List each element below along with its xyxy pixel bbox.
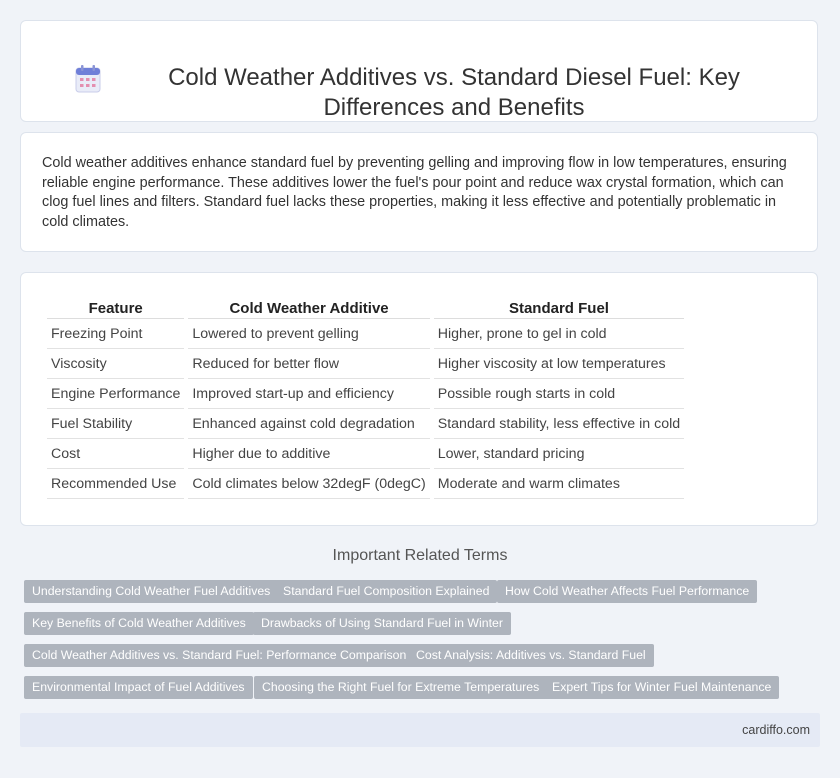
intro-card (20, 132, 818, 252)
comparison-card (20, 272, 818, 526)
table-cell: Reduced for better flow (188, 351, 429, 379)
footer-site-link[interactable]: cardiffo.com (742, 723, 810, 737)
table-cell: Freezing Point (47, 321, 184, 349)
related-tag[interactable]: Choosing the Right Fuel for Extreme Temperatures (254, 676, 547, 699)
table-cell: Improved start-up and efficiency (188, 381, 429, 409)
header-standard-fuel: Standard Fuel (434, 297, 684, 319)
table-cell: Lowered to prevent gelling (188, 321, 429, 349)
table-cell: Moderate and warm climates (434, 471, 684, 499)
related-tag[interactable]: Standard Fuel Composition Explained (275, 580, 497, 603)
related-tag[interactable]: Cold Weather Additives vs. Standard Fuel: Performance Comparison (24, 644, 414, 667)
related-tag[interactable]: Expert Tips for Winter Fuel Maintenance (544, 676, 779, 699)
table-row (47, 381, 684, 409)
table-header-row (47, 297, 684, 319)
table-row (47, 321, 684, 349)
page-title: Cold Weather Additives vs. Standard Diesel Fuel: Key Differences and Benefits (168, 64, 740, 121)
related-tag[interactable]: Key Benefits of Cold Weather Additives (24, 612, 254, 635)
table-cell: Higher due to additive (188, 441, 429, 469)
table-row (47, 471, 684, 499)
table-row (47, 441, 684, 469)
table-cell: Fuel Stability (47, 411, 184, 439)
comparison-table (43, 295, 688, 501)
header-feature: Feature (47, 297, 184, 319)
table-cell: Cold climates below 32degF (0degC) (188, 471, 429, 499)
header-cold-weather-additive: Cold Weather Additive (188, 297, 429, 319)
related-tag[interactable]: Drawbacks of Using Standard Fuel in Winter (253, 612, 511, 635)
table-cell: Standard stability, less effective in cold (434, 411, 684, 439)
related-tag[interactable]: Understanding Cold Weather Fuel Additives (24, 580, 278, 603)
related-tag[interactable]: How Cold Weather Affects Fuel Performance (497, 580, 757, 603)
table-cell: Enhanced against cold degradation (188, 411, 429, 439)
table-cell: Higher viscosity at low temperatures (434, 351, 684, 379)
table-cell: Possible rough starts in cold (434, 381, 684, 409)
intro-paragraph: Cold weather additives enhance standard fuel by preventing gelling and improving flow in low temperatures, ensuring reliable engine performance. These additives lower the fuel's pour point and reduce wax crystal formation, which can clog fuel lines and filters. Standard fuel lacks these properties, making it less effective and potentially problematic in cold climates. (42, 155, 787, 230)
related-tag[interactable]: Cost Analysis: Additives vs. Standard Fuel (408, 644, 654, 667)
title-card (20, 20, 818, 122)
related-terms-heading: Important Related Terms (332, 547, 508, 564)
table-cell: Engine Performance (47, 381, 184, 409)
table-cell: Viscosity (47, 351, 184, 379)
table-cell: Recommended Use (47, 471, 184, 499)
footer (20, 713, 820, 747)
calendar-icon (75, 65, 101, 93)
table-cell: Higher, prone to gel in cold (434, 321, 684, 349)
table-row (47, 351, 684, 379)
table-cell: Lower, standard pricing (434, 441, 684, 469)
related-tag[interactable]: Environmental Impact of Fuel Additives (24, 676, 253, 699)
table-row (47, 411, 684, 439)
table-cell: Cost (47, 441, 184, 469)
